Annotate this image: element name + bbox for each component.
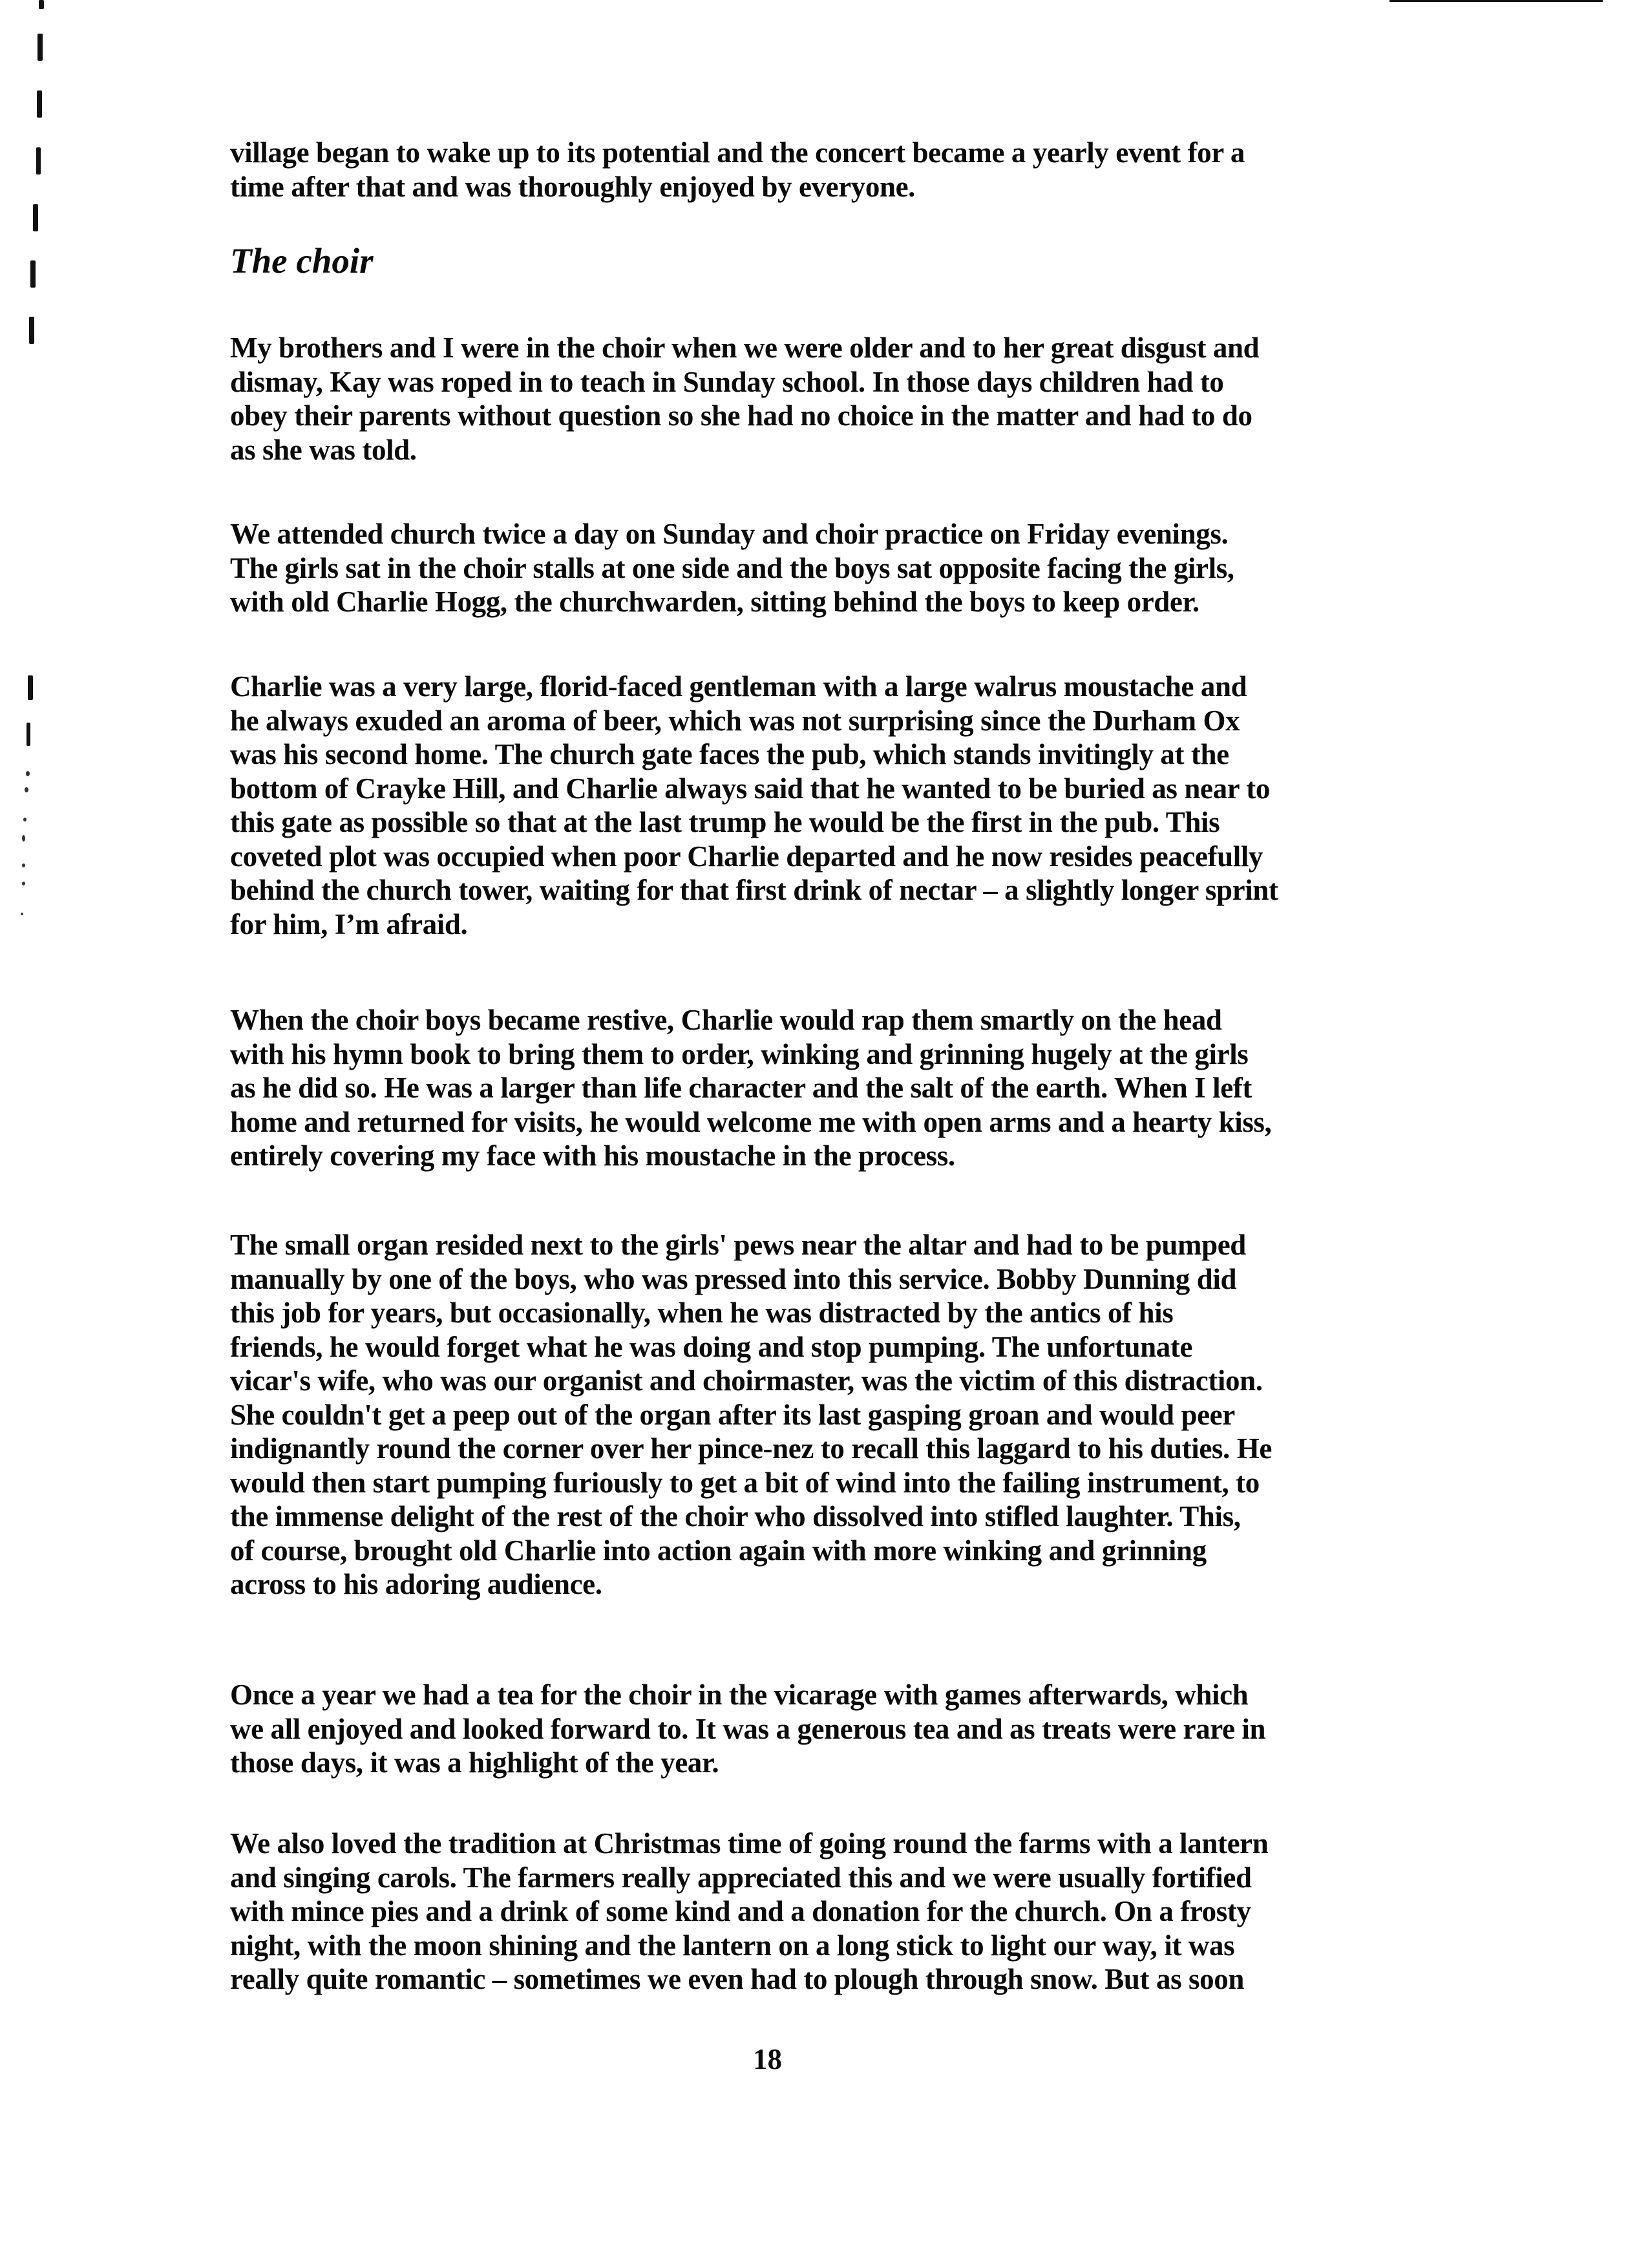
paragraph-5 xyxy=(230,1003,1368,1173)
binder-mark xyxy=(37,34,43,61)
paragraph-3 xyxy=(230,517,1368,619)
text-line: across to his adoring audience. xyxy=(230,1568,602,1600)
text-line: we all enjoyed and looked forward to. It was a generous tea and as treats were rare in xyxy=(230,1712,1266,1745)
scan-speck xyxy=(21,913,23,915)
scan-speck xyxy=(22,882,25,885)
binder-mark xyxy=(29,317,34,344)
text-line: those days, it was a highlight of the year. xyxy=(230,1746,719,1779)
binder-mark xyxy=(30,260,36,288)
text-line: bottom of Crayke Hill, and Charlie always said that he wanted to be buried as near to xyxy=(230,772,1270,805)
paragraph-2 xyxy=(230,331,1368,467)
text-line: indignantly round the corner over her pince-nez to recall this laggard to his duties. He xyxy=(230,1432,1272,1465)
text-line: obey their parents without question so she had no choice in the matter and had to do xyxy=(230,399,1252,432)
binder-mark xyxy=(37,90,42,118)
text-line: Once a year we had a tea for the choir in the vicarage with games afterwards, which xyxy=(230,1679,1249,1711)
text-line: for him, I’m afraid. xyxy=(230,907,468,940)
scan-speck xyxy=(23,818,26,821)
text-line: Charlie was a very large, florid-faced gentleman with a large walrus moustache and xyxy=(230,670,1247,703)
binder-mark xyxy=(39,0,44,9)
text-line: with mince pies and a drink of some kind and a donation for the church. On a frosty xyxy=(230,1895,1251,1927)
text-line: We attended church twice a day on Sunday and choir practice on Friday evenings. xyxy=(230,518,1229,550)
text-line: The girls sat in the choir stalls at one side and the boys sat opposite facing the girls, xyxy=(230,551,1234,584)
scan-speck xyxy=(22,864,25,867)
text-line: behind the church tower, waiting for that first drink of nectar – a slightly longer sprint xyxy=(230,874,1278,906)
text-line: really quite romantic – sometimes we even had to plough through snow. But as soon xyxy=(230,1963,1244,1995)
text-line: coveted plot was occupied when poor Charlie departed and he now resides peacefully xyxy=(230,840,1263,873)
text-line: the immense delight of the rest of the choir who dissolved into stifled laughter. This, xyxy=(230,1500,1241,1532)
text-line: this gate as possible so that at the last trump he would be the first in the pub. This xyxy=(230,806,1220,838)
paragraph-7 xyxy=(230,1678,1368,1780)
text-line: The small organ resided next to the girls' pews near the altar and had to be pumped xyxy=(230,1229,1246,1261)
text-line: entirely covering my face with his moustache in the process. xyxy=(230,1139,955,1172)
text-line: She couldn't get a peep out of the organ after its last gasping groan and would peer xyxy=(230,1398,1235,1431)
text-line: would then start pumping furiously to get a bit of wind into the failing instrument, to xyxy=(230,1466,1260,1499)
binder-mark xyxy=(33,204,38,231)
text-line: manually by one of the boys, who was pressed into this service. Bobby Dunning did xyxy=(230,1262,1237,1295)
text-line: time after that and was thoroughly enjoyed by everyone. xyxy=(230,170,916,203)
scan-speck xyxy=(22,835,25,842)
paragraph-6 xyxy=(230,1228,1368,1602)
text-line: he always exuded an aroma of beer, which was not surprising since the Durham Ox xyxy=(230,704,1240,737)
text-line: as she was told. xyxy=(230,433,417,466)
scan-speck xyxy=(26,771,30,776)
text-line: vicar's wife, who was our organist and choirmaster, was the victim of this distraction. xyxy=(230,1364,1263,1397)
scan-edge-line xyxy=(1389,0,1603,2)
paragraph-4 xyxy=(230,670,1368,941)
scan-speck xyxy=(25,787,28,792)
text-line: as he did so. He was a larger than life character and the salt of the earth. When I left xyxy=(230,1072,1252,1104)
binder-mark xyxy=(28,675,33,700)
text-line: this job for years, but occasionally, when he was distracted by the antics of his xyxy=(230,1297,1174,1329)
text-line: with his hymn book to bring them to order, winking and grinning hugely at the girls xyxy=(230,1037,1249,1070)
paragraph-1 xyxy=(230,136,1368,204)
text-line: of course, brought old Charlie into action again with more winking and grinning xyxy=(230,1534,1207,1567)
text-line: My brothers and I were in the choir when we were older and to her great disgust and xyxy=(230,332,1260,364)
text-line: and singing carols. The farmers really appreciated this and we were usually fortified xyxy=(230,1861,1252,1894)
text-line: was his second home. The church gate faces the pub, which stands invitingly at the xyxy=(230,738,1229,770)
text-line: We also loved the tradition at Christmas time of going round the farms with a lantern xyxy=(230,1827,1269,1860)
text-line: with old Charlie Hogg, the churchwarden, sitting behind the boys to keep order. xyxy=(230,586,1199,618)
text-line: dismay, Kay was roped in to teach in Sunday school. In those days children had to xyxy=(230,365,1224,398)
text-line: When the choir boys became restive, Charlie would rap them smartly on the head xyxy=(230,1004,1222,1036)
text-line: friends, he would forget what he was doing and stop pumping. The unfortunate xyxy=(230,1330,1193,1363)
text-line: night, with the moon shining and the lantern on a long stick to light our way, it was xyxy=(230,1929,1235,1962)
page-number: 18 xyxy=(753,2043,782,2075)
text-line: village began to wake up to its potential and the concert became a yearly event for a xyxy=(230,136,1245,169)
binder-mark xyxy=(36,147,41,175)
paragraph-8 xyxy=(230,1827,1368,1997)
text-line: home and returned for visits, he would welcome me with open arms and a hearty kiss, xyxy=(230,1105,1272,1138)
binder-mark xyxy=(26,723,30,746)
section-heading: The choir xyxy=(230,241,374,281)
